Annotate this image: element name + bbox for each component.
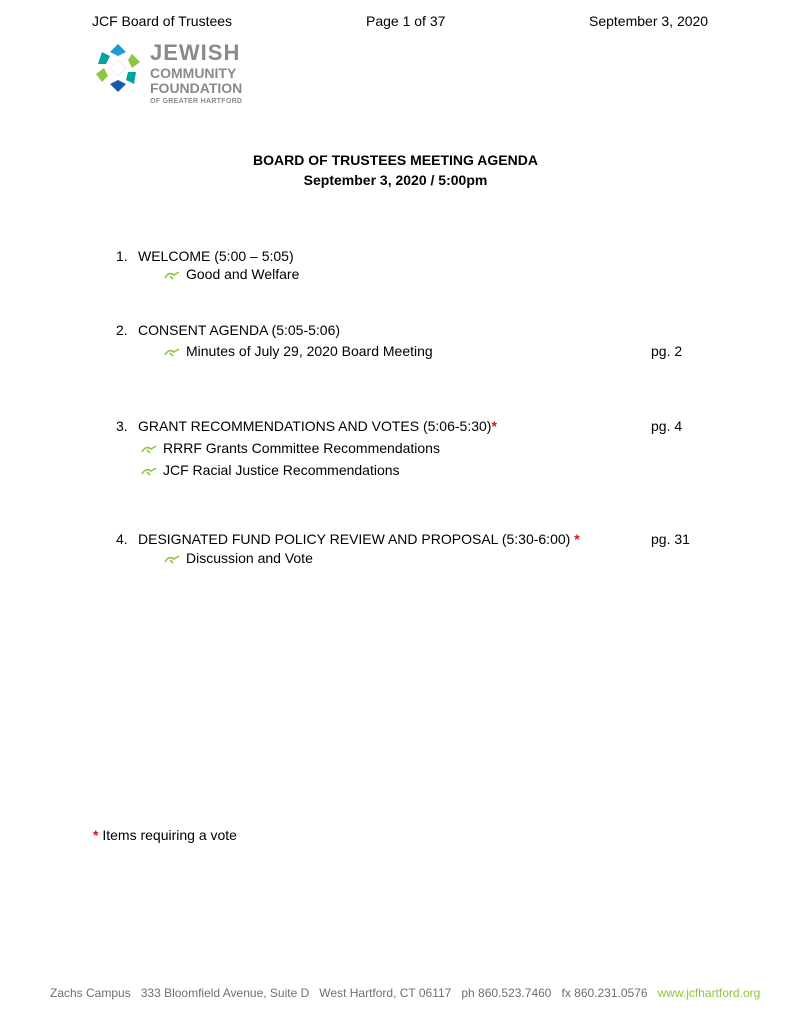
agenda-subitem: [164, 343, 433, 359]
agenda-item-number: 3.: [116, 418, 128, 434]
agenda-subitem-text: Good and Welfare: [186, 266, 300, 282]
footer-fax: fx 860.231.0576: [561, 986, 648, 1000]
agenda-item-number: 2.: [116, 322, 128, 338]
page-reference: pg. 2: [651, 343, 683, 359]
agenda-item-number: 1.: [116, 248, 128, 264]
leaf-bullet-icon: [164, 270, 180, 280]
page-footer: [50, 986, 770, 1000]
agenda-item-3: [116, 418, 497, 434]
agenda-subitem: [164, 266, 299, 282]
agenda-subitem-text: Discussion and Vote: [186, 550, 313, 566]
page-title: BOARD OF TRUSTEES MEETING AGENDA: [253, 152, 538, 168]
agenda-subitem-text: RRRF Grants Committee Recommendations: [163, 440, 440, 456]
footer-phone: ph 860.523.7460: [461, 986, 552, 1000]
logo-line-foundation: FOUNDATION: [150, 80, 243, 96]
logo-line-jewish: JEWISH: [150, 40, 241, 65]
leaf-bullet-icon: [141, 466, 157, 476]
agenda-item-4: [116, 531, 580, 547]
logo-line-greater-hartford: OF GREATER HARTFORD: [150, 98, 243, 105]
agenda-subitem: [141, 440, 440, 456]
logo-wordmark: [150, 42, 242, 105]
leaf-bullet-icon: [164, 554, 180, 564]
agenda-item-text: CONSENT AGENDA (5:05-5:06): [138, 322, 341, 338]
agenda-item-1: [116, 248, 294, 264]
vote-required-marker: *: [491, 418, 497, 434]
footer-campus: Zachs Campus: [50, 986, 131, 1000]
leaf-bullet-icon: [164, 347, 180, 357]
agenda-item-number: 4.: [116, 531, 128, 547]
vote-legend: [93, 827, 237, 843]
agenda-subitem: [141, 462, 400, 478]
agenda-item-2: [116, 322, 340, 338]
agenda-subitem: [164, 550, 313, 566]
agenda-subitem-text: JCF Racial Justice Recommendations: [163, 462, 400, 478]
vote-legend-text: Items requiring a vote: [102, 827, 237, 843]
header-page-number: Page 1 of 37: [366, 13, 446, 29]
agenda-item-text: DESIGNATED FUND POLICY REVIEW AND PROPOSAL (5:30-6:00): [138, 531, 571, 547]
header-left: JCF Board of Trustees: [92, 13, 233, 29]
star-of-david-logo-icon: [92, 42, 144, 94]
page-reference: pg. 31: [651, 531, 690, 547]
vote-required-marker: *: [574, 531, 580, 547]
agenda-item-text: WELCOME (5:00 – 5:05): [138, 248, 294, 264]
leaf-bullet-icon: [141, 444, 157, 454]
vote-required-marker: *: [93, 827, 99, 843]
agenda-subitem-text: Minutes of July 29, 2020 Board Meeting: [186, 343, 433, 359]
agenda-item-text: GRANT RECOMMENDATIONS AND VOTES (5:06-5:30): [138, 418, 492, 434]
footer-website-link[interactable]: www.jcfhartford.org: [657, 986, 761, 1000]
jcf-logo: [92, 42, 262, 106]
footer-city: West Hartford, CT 06117: [319, 986, 452, 1000]
meeting-datetime: September 3, 2020 / 5:00pm: [303, 172, 488, 188]
page-reference: pg. 4: [651, 418, 683, 434]
footer-address: 333 Bloomfield Avenue, Suite D: [140, 986, 310, 1000]
logo-line-community: COMMUNITY: [150, 65, 237, 81]
header-date: September 3, 2020: [589, 13, 709, 29]
